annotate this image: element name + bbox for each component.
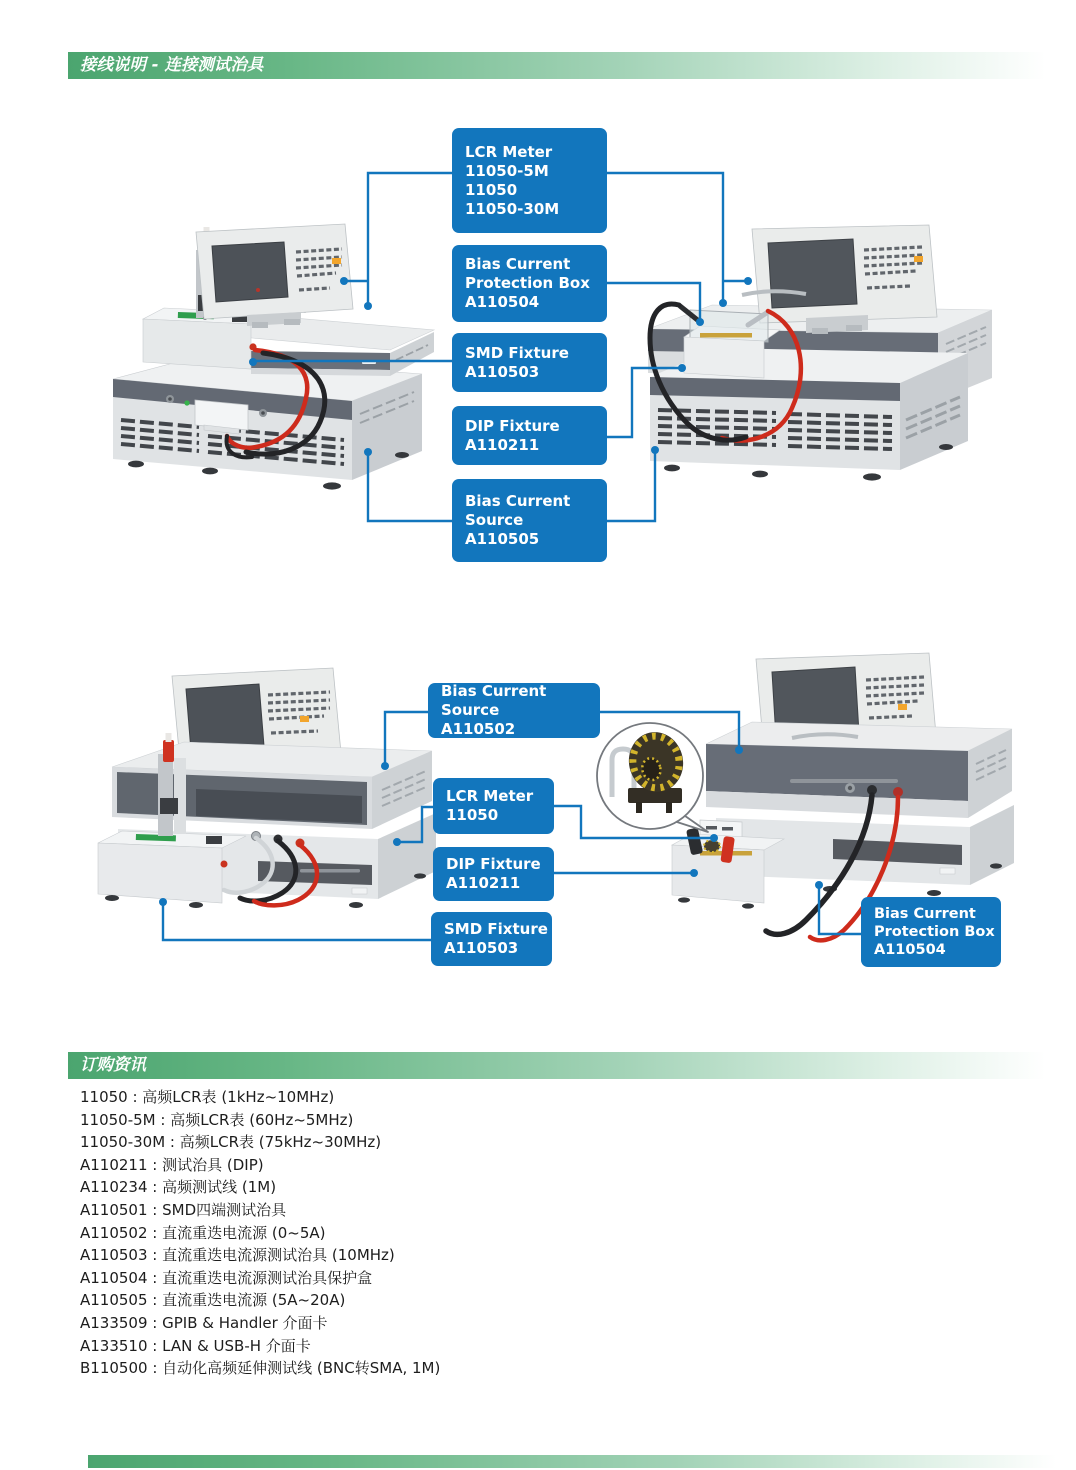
label-text-line: 11050-5M: [465, 161, 549, 180]
label-text-line: A110505: [465, 530, 540, 548]
label-lcr-meter-bottom: [433, 778, 554, 834]
label-smd-fixture-bottom: [431, 912, 552, 966]
label-bias-protection-box-top: [452, 245, 607, 322]
label-text-line: Bias Current: [465, 492, 571, 510]
label-lcr-meter-models: [452, 128, 607, 233]
red-clip: [163, 740, 174, 762]
label-text-line: Protection Box: [874, 924, 995, 940]
lcr-display-console: [196, 224, 353, 328]
ordering-list-item: A110234 : 高频测试线 (1M): [80, 1178, 277, 1197]
orange-key: [898, 704, 907, 710]
power-led: [184, 400, 189, 405]
label-text-line: A110211: [465, 435, 540, 454]
label-text-line: Bias Current Source: [441, 682, 547, 719]
ordering-list-item: A110504 : 直流重迭电流源测试治具保护盒: [80, 1268, 373, 1287]
screen: [768, 239, 857, 308]
screen: [212, 242, 288, 302]
label-text-line: A110502: [441, 720, 516, 738]
label-dip-fixture-top: [452, 406, 607, 465]
label-text-line: LCR Meter: [465, 142, 553, 161]
ordering-list-item: A110501 : SMD四端测试治具: [80, 1200, 287, 1219]
label-bias-source-bottom: [428, 683, 600, 738]
screen: [186, 684, 264, 751]
label-text-line: A110503: [444, 939, 519, 957]
orange-key: [300, 716, 309, 722]
ordering-list: [80, 1086, 440, 1380]
label-text-line: Bias Current: [874, 906, 976, 922]
label-text-line: A110503: [465, 362, 540, 381]
device-bottom-left-illustration: [98, 668, 436, 908]
orange-key: [914, 256, 923, 262]
section-title-wiring: 接线说明 - 连接测试治具: [80, 55, 264, 74]
ordering-list-item: A110502 : 直流重迭电流源 (0~5A): [80, 1223, 326, 1242]
label-text-line: Source: [465, 511, 524, 529]
label-text-line: DIP Fixture: [446, 855, 541, 873]
label-text-line: 11050: [465, 180, 518, 199]
ordering-list-item: A110211 : 测试治具 (DIP): [80, 1155, 264, 1174]
orange-key: [332, 258, 341, 264]
label-dip-fixture-bottom: [433, 847, 554, 901]
ordering-list-item: 11050-30M : 高频LCR表 (75kHz~30MHz): [80, 1133, 382, 1152]
label-text-line: LCR Meter: [446, 787, 534, 805]
ordering-list-item: A110503 : 直流重迭电流源测试治具 (10MHz): [80, 1246, 395, 1265]
ordering-list-item: A133509 : GPIB & Handler 介面卡: [80, 1313, 328, 1332]
label-text-line: Protection Box: [465, 274, 590, 292]
device-top-left-illustration: [113, 224, 434, 490]
ordering-list-item: B110500 : 自动化高频延伸测试线 (BNC转SMA, 1M): [80, 1359, 441, 1378]
label-text-line: 11050-30M: [465, 199, 560, 218]
device-top-right-illustration: [648, 225, 992, 481]
ordering-list-item: A110505 : 直流重迭电流源 (5A~20A): [80, 1291, 346, 1310]
ordering-list-item: A133510 : LAN & USB-H 介面卡: [80, 1336, 311, 1355]
label-bias-source-top: [452, 479, 607, 562]
label-text-line: A110504: [874, 942, 946, 958]
label-text-line: A110504: [465, 293, 540, 311]
ordering-list-item: 11050 : 高频LCR表 (1kHz~10MHz): [80, 1088, 335, 1106]
label-text-line: DIP Fixture: [465, 416, 560, 435]
label-smd-fixture-top: [452, 333, 607, 392]
label-text-line: A110211: [446, 874, 521, 892]
label-bias-protection-box-bottom: [861, 897, 1001, 967]
label-text-line: 11050: [446, 806, 499, 824]
label-text-line: SMD Fixture: [444, 920, 548, 938]
inductor-callout: [597, 723, 708, 832]
ordering-list-item: 11050-5M : 高频LCR表 (60Hz~5MHz): [80, 1110, 354, 1129]
label-text-line: SMD Fixture: [465, 343, 569, 362]
section-title-ordering: 订购资讯: [80, 1055, 146, 1074]
label-text-line: Bias Current: [465, 255, 571, 273]
